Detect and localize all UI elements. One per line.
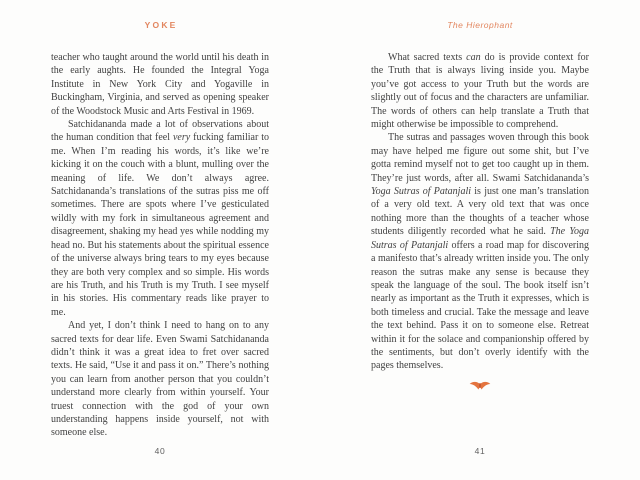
butterfly-ornament — [371, 380, 589, 392]
page-number-right: 41 — [474, 446, 486, 456]
paragraph: What sacred texts can do is provide context for the Truth that is always living inside you. Maybe you’ve got access to your Truth but the words are slightly out of focus and the characters are unfamiliar. The words of others can help translate a Truth that might otherwise be impossible to comprehend. — [371, 52, 589, 131]
body-text-left — [51, 51, 269, 440]
paragraph: The sutras and passages woven through this book may have helped me figure out some shit, but I’ve gotta remind myself not to get too caught up in them. They’re just words, after all. Swami Satchidananda’s Yoga Sutras of Patanjali is just one man’s translation of a very old text. A very old text that was once nothing more than the thoughts of a teacher whose students diligently recorded what he said. The Yoga Sutras of Patanjali offers a road map for discovering a manifesto that’s already written inside you. The only reason the sutras make any sense is because they speak the language of the soul. The book itself isn’t nearly as important as the Truth it expresses, which is both timeless and crucial. Take the message and leave the text behind. Pass it on to someone else. Retreat within it for the solace and companionship offered by the sentiments, but don’t overly identify with the pages themselves. — [371, 132, 589, 372]
text-column-left — [51, 51, 269, 440]
page-number-left: 40 — [154, 446, 166, 456]
body-text-right — [371, 51, 589, 373]
paragraph: Satchidananda made a lot of observations about the human condition that feel very fucking familiar to me. When I’m reading his words, it’s like we’re kicking it on the couch with a blunt, mulling over the meaning of life. We don’t always agree. Satchidananda’s translations of the sutras piss me off sometimes. There are spots where I’ve gesticulated wildly with my fork in simultaneous agreement and disagreement, shaking my head yes while nodding my head no. But his statements about the spiritual essence of the universe always bring tears to my eyes because they are both very complex and so simple. His words are his Truth, and his Truth is my Truth. I see myself in his stories. His commentary reads like prayer to me. — [51, 119, 270, 318]
running-head-chapter-title: The Hierophant — [447, 20, 513, 30]
paragraph: And yet, I don’t think I need to hang on to any sacred texts for dear life. Even Swami Satchidananda didn’t think it was a great idea to fret over sacred texts. He said, “Use it and pass it on.” There’s nothing you can learn from another person that you couldn’t understand more clearly from within yourself. Your truest connection with the god of your own understanding happens inside yourself, not with someone else. — [51, 320, 269, 439]
page-left — [51, 0, 269, 480]
paragraph: teacher who taught around the world until his death in the early aughts. He founded the Integral Yoga Institute in New York City and Yogaville in Buckingham, Virginia, and served as opening speaker of the Woodstock Music and Arts Festival in 1969. — [51, 52, 269, 117]
page-right — [371, 0, 589, 480]
running-head-book-title: YOKE — [144, 20, 178, 30]
text-column-right — [371, 51, 589, 392]
